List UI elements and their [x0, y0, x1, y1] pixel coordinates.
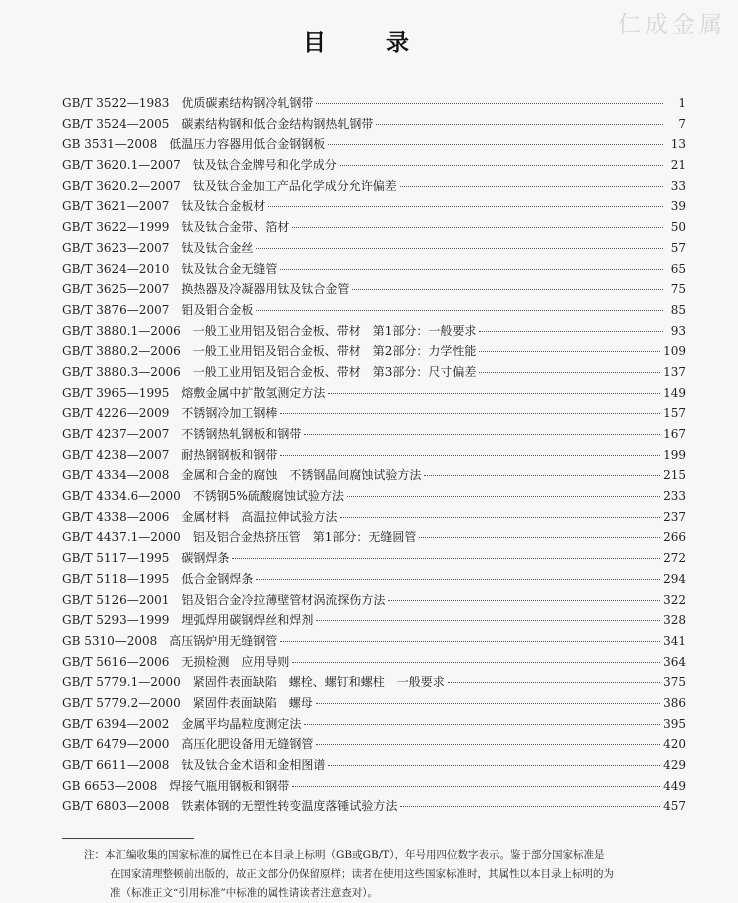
- page-number: 328: [663, 613, 686, 628]
- page-number: 429: [663, 758, 686, 772]
- table-of-contents: [62, 94, 686, 818]
- dot-leader: [292, 786, 660, 787]
- standard-title: 钛及钛合金加工产品化学成分允许偏差: [192, 178, 397, 193]
- dot-leader: [256, 248, 663, 249]
- dot-leader: [448, 682, 660, 683]
- toc-entry[interactable]: [62, 694, 686, 715]
- standard-title: 焊接气瓶用钢板和钢带: [169, 778, 290, 793]
- standard-title: 铝及铝合金热挤压管 第1部分：无缝圆管: [192, 530, 417, 545]
- standard-title: 高压锅炉用无缝钢管: [169, 633, 278, 648]
- toc-entry[interactable]: [62, 218, 686, 239]
- toc-entry[interactable]: [62, 549, 686, 570]
- dot-leader: [424, 475, 660, 476]
- toc-entry[interactable]: [62, 342, 686, 363]
- standard-code: GB/T 5117—1995: [62, 551, 170, 566]
- page-number: 375: [663, 675, 686, 690]
- page-number: 57: [670, 240, 686, 255]
- footnote-divider: [62, 838, 194, 839]
- standard-code: GB/T 3620.1—2007: [62, 158, 181, 173]
- standard-title: 钛及钛合金无缝管: [181, 261, 278, 276]
- page-number: 457: [663, 799, 686, 814]
- page-number: 386: [663, 695, 686, 710]
- toc-entry[interactable]: [62, 260, 686, 281]
- page-number: 33: [670, 178, 686, 193]
- toc-entry[interactable]: [62, 735, 686, 756]
- dot-leader: [419, 537, 660, 538]
- standard-code: GB/T 3522—1983: [62, 96, 170, 110]
- standard-title: 低合金钢焊条: [181, 571, 254, 586]
- standard-title: 低温压力容器用低合金钢钢板: [169, 137, 326, 152]
- page-number: 149: [663, 385, 686, 400]
- standard-title: 紧固件表面缺陷 螺母: [192, 695, 313, 710]
- page-number: 449: [663, 778, 686, 793]
- page-number: 395: [663, 716, 686, 731]
- toc-entry[interactable]: [62, 197, 686, 218]
- dot-leader: [292, 227, 663, 228]
- standard-code: GB 5310—2008: [62, 633, 158, 648]
- page-number: 85: [670, 302, 686, 317]
- standard-title: 铁素体钢的无塑性转变温度落锤试验方法: [181, 799, 398, 814]
- standard-code: GB/T 3625—2007: [62, 282, 170, 297]
- dot-leader: [352, 289, 663, 290]
- standard-code: GB/T 5293—1999: [62, 613, 170, 628]
- standard-code: GB/T 5118—1995: [62, 571, 170, 586]
- dot-leader: [316, 703, 660, 704]
- standard-title: 钛及钛合金带、箔材: [181, 220, 290, 235]
- dot-leader: [400, 806, 660, 807]
- standard-code: GB/T 4238—2007: [62, 447, 170, 462]
- standard-title: 碳素结构钢和低合金结构钢热轧钢带: [181, 116, 374, 131]
- standard-title: 不锈钢热轧钢板和钢带: [181, 427, 302, 441]
- page-number: 65: [670, 261, 686, 276]
- standard-title: 钼及钼合金板: [181, 302, 254, 317]
- page-number: 294: [663, 571, 686, 586]
- toc-entry[interactable]: [62, 528, 686, 549]
- standard-code: GB/T 3524—2005: [62, 116, 170, 131]
- page-number: 341: [663, 633, 686, 648]
- dot-leader: [280, 641, 660, 642]
- dot-leader: [340, 517, 660, 518]
- toc-entry[interactable]: [62, 570, 686, 591]
- standard-title: 钛及钛合金板材: [181, 199, 266, 214]
- dot-leader: [328, 393, 660, 394]
- toc-entry[interactable]: [62, 94, 686, 115]
- toc-entry[interactable]: [62, 280, 686, 301]
- dot-leader: [256, 310, 663, 311]
- standard-title: 金属和合金的腐蚀 不锈钢晶间腐蚀试验方法: [181, 468, 422, 483]
- toc-entry[interactable]: [62, 425, 686, 446]
- toc-entry[interactable]: [62, 301, 686, 322]
- toc-entry[interactable]: [62, 363, 686, 384]
- standard-title: 埋弧焊用碳钢焊丝和焊剂: [181, 613, 314, 628]
- page-number: 157: [663, 406, 686, 421]
- page-number: 322: [663, 592, 686, 607]
- standard-title: 铝及铝合金冷拉薄壁管材涡流探伤方法: [181, 592, 386, 607]
- standard-title: 钛及钛合金牌号和化学成分: [192, 158, 337, 173]
- page-number: 21: [670, 158, 686, 173]
- standard-title: 无损检测 应用导则: [181, 654, 290, 669]
- standard-code: GB/T 5779.1—2000: [62, 675, 181, 690]
- page-number: 93: [670, 323, 686, 338]
- dot-leader: [256, 579, 660, 580]
- toc-entry[interactable]: [62, 756, 686, 777]
- toc-entry[interactable]: [62, 715, 686, 736]
- toc-entry[interactable]: [62, 239, 686, 260]
- page-number: 75: [670, 282, 686, 297]
- standard-code: GB/T 4226—2009: [62, 406, 170, 421]
- dot-leader: [328, 144, 663, 145]
- toc-entry[interactable]: [62, 611, 686, 632]
- page-number: 1: [678, 96, 686, 110]
- standard-code: GB/T 6479—2000: [62, 737, 170, 752]
- dot-leader: [304, 434, 660, 435]
- page-number: 50: [670, 220, 686, 235]
- page-number: 199: [663, 447, 686, 462]
- toc-entry[interactable]: [62, 653, 686, 674]
- toc-entry[interactable]: [62, 156, 686, 177]
- standard-code: GB/T 6394—2002: [62, 716, 170, 731]
- dot-leader: [280, 455, 660, 456]
- standard-code: GB/T 3880.2—2006: [62, 344, 181, 359]
- standard-title: 换热器及冷凝器用钛及钛合金管: [181, 282, 350, 297]
- standard-title: 不锈钢5%硫酸腐蚀试验方法: [192, 489, 344, 504]
- standard-code: GB/T 3876—2007: [62, 302, 170, 317]
- standard-title: 金属平均晶粒度测定法: [181, 716, 302, 731]
- dot-leader: [376, 124, 663, 125]
- footnote-line: 在国家清理整顿前出版的，故正文部分仍保留原样；读者在使用这些国家标准时，其属性以本目录上标明的为: [110, 868, 614, 880]
- standard-code: GB/T 6611—2008: [62, 758, 170, 772]
- page-number: 13: [670, 137, 686, 152]
- standard-code: GB/T 4237—2007: [62, 427, 170, 441]
- standard-title: 不锈钢冷加工钢棒: [181, 406, 278, 421]
- standard-code: GB/T 3965—1995: [62, 385, 170, 400]
- standard-title: 熔敷金属中扩散氢测定方法: [181, 385, 326, 400]
- toc-entry[interactable]: [62, 797, 686, 818]
- toc-entry[interactable]: [62, 591, 686, 612]
- standard-code: GB/T 5616—2006: [62, 654, 170, 669]
- standard-code: GB/T 3623—2007: [62, 240, 170, 255]
- standard-code: GB/T 4334.6—2000: [62, 489, 181, 504]
- standard-code: GB/T 5779.2—2000: [62, 695, 181, 710]
- watermark-text: 仁成金属: [618, 12, 726, 38]
- standard-title: 钛及钛合金丝: [181, 240, 254, 255]
- toc-entry[interactable]: [62, 384, 686, 405]
- standard-code: GB/T 3621—2007: [62, 199, 170, 214]
- standard-code: GB/T 3624—2010: [62, 261, 170, 276]
- page-title: 目 录: [302, 30, 435, 56]
- page-number: 39: [670, 199, 686, 214]
- dot-leader: [340, 165, 663, 166]
- standard-code: GB/T 6803—2008: [62, 799, 170, 814]
- dot-leader: [232, 558, 660, 559]
- standard-code: GB/T 4437.1—2000: [62, 530, 181, 545]
- toc-entry[interactable]: [62, 135, 686, 156]
- page-number: 215: [663, 468, 686, 483]
- toc-entry[interactable]: [62, 322, 686, 343]
- toc-entry[interactable]: [62, 177, 686, 198]
- page-number: 364: [663, 654, 686, 669]
- dot-leader: [268, 206, 663, 207]
- standard-code: GB 3531—2008: [62, 137, 158, 152]
- standard-code: GB/T 4334—2008: [62, 468, 170, 483]
- standard-title: 优质碳素结构钢冷轧钢带: [181, 96, 314, 110]
- dot-leader: [316, 620, 660, 621]
- dot-leader: [479, 331, 663, 332]
- page-number: 266: [663, 530, 686, 545]
- toc-entry[interactable]: [62, 487, 686, 508]
- page-number: 237: [663, 509, 686, 524]
- standard-title: 高压化肥设备用无缝钢管: [181, 737, 314, 752]
- dot-leader: [316, 103, 663, 104]
- toc-entry[interactable]: [62, 673, 686, 694]
- footnote-line: 注：本汇编收集的国家标准的属性已在本目录上标明（GB或GB/T），年号用四位数字表示。鉴于部分国家标准是: [84, 849, 605, 861]
- dot-leader: [280, 413, 660, 414]
- dot-leader: [328, 765, 660, 766]
- standard-code: GB/T 3880.3—2006: [62, 364, 181, 379]
- standard-title: 碳钢焊条: [181, 551, 230, 566]
- toc-entry[interactable]: [62, 115, 686, 136]
- dot-leader: [479, 351, 660, 352]
- standard-code: GB/T 3620.2—2007: [62, 178, 181, 193]
- page-number: 272: [663, 551, 686, 566]
- page-number: 420: [663, 737, 686, 752]
- standard-code: GB 6653—2008: [62, 778, 158, 793]
- toc-entry[interactable]: [62, 404, 686, 425]
- dot-leader: [316, 744, 660, 745]
- page-number: 233: [663, 489, 686, 504]
- standard-title: 一般工业用铝及铝合金板、带材 第1部分：一般要求: [192, 323, 477, 338]
- footnote-line: 准（标准正文“引用标准”中标准的属性请读者注意查对）。: [110, 887, 378, 899]
- standard-title: 耐热钢钢板和钢带: [181, 447, 278, 462]
- dot-leader: [400, 186, 663, 187]
- dot-leader: [479, 372, 660, 373]
- toc-entry[interactable]: [62, 777, 686, 798]
- standard-code: GB/T 3622—1999: [62, 220, 170, 235]
- standard-title: 钛及钛合金术语和金相图谱: [181, 758, 326, 772]
- toc-entry[interactable]: [62, 446, 686, 467]
- standard-title: 一般工业用铝及铝合金板、带材 第2部分：力学性能: [192, 344, 477, 359]
- dot-leader: [292, 662, 660, 663]
- standard-code: GB/T 4338—2006: [62, 509, 170, 524]
- page-number: 109: [663, 344, 686, 359]
- dot-leader: [304, 724, 660, 725]
- standard-title: 一般工业用铝及铝合金板、带材 第3部分：尺寸偏差: [192, 364, 477, 379]
- toc-entry[interactable]: [62, 508, 686, 529]
- standard-code: GB/T 5126—2001: [62, 592, 170, 607]
- dot-leader: [347, 496, 660, 497]
- page-number: 167: [663, 427, 686, 441]
- toc-entry[interactable]: [62, 632, 686, 653]
- footnote: [84, 846, 690, 903]
- standard-title: 金属材料 高温拉伸试验方法: [181, 509, 338, 524]
- standard-title: 紧固件表面缺陷 螺栓、螺钉和螺柱 一般要求: [192, 675, 445, 690]
- dot-leader: [280, 269, 663, 270]
- page-number: 7: [678, 116, 686, 131]
- page-number: 137: [663, 364, 686, 379]
- toc-entry[interactable]: [62, 466, 686, 487]
- standard-code: GB/T 3880.1—2006: [62, 323, 181, 338]
- dot-leader: [388, 600, 660, 601]
